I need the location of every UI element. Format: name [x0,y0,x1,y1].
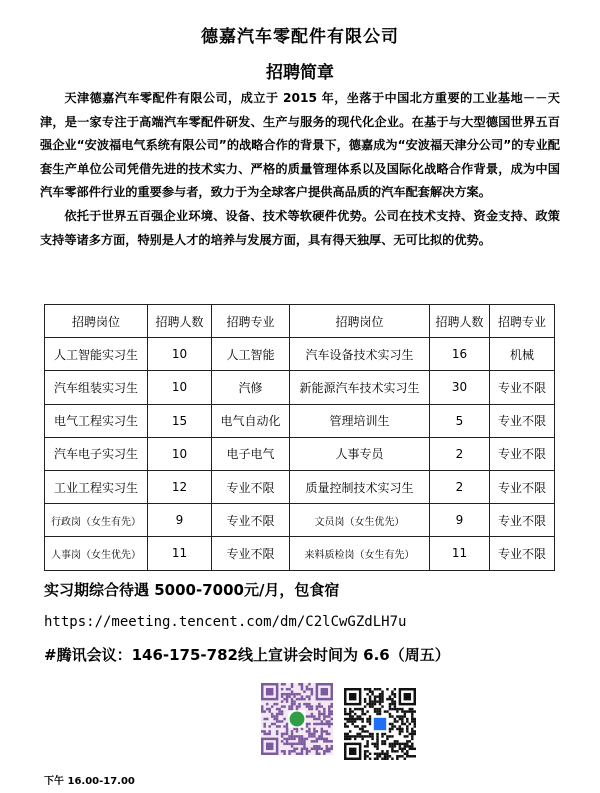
table-header-cell: 招聘岗位 [45,305,148,338]
intro-paragraph-1: 天津德嘉汽车零配件有限公司，成立于 2015 年，坐落于中国北方重要的工业基地－－天津，是一家专注于高端汽车零配件研发、生产与服务的现代化企业。在基于与大型德国世界五百强企业“安波福电气系统有限公司”的战略合作的背景下，德嘉成为“安波福天津分公司”的专业配套生产单位公司凭借先进的技术实力、严格的质量管理体系以及国际化战略合作背景，成为中国汽车零部件行业的重要参与者，致力于为全球客户提供高品质的汽车配套解决方案。 [40,91,560,200]
table-cell: 11 [430,537,490,570]
table-row [45,470,555,503]
table-header-row [45,305,555,338]
table-cell: 人事专员 [290,437,430,470]
table-row [45,404,555,437]
table-cell: 专业不限 [212,537,290,570]
tencent-meeting-qr-code-icon [344,688,416,760]
table-cell: 10 [148,338,212,371]
intro-paragraph-2: 依托于世界五百强企业环境、设备、技术等软硬件优势。公司在技术支持、资金支持、政策支持等诸多方面，特别是人才的培养与发展方面，具有得天独厚、无可比拟的优势。 [40,208,560,247]
table-row [45,504,555,537]
meeting-info: #腾讯会议：146-175-782线上宣讲会时间为 6.6（周五） [44,646,450,664]
table-cell: 行政岗（女生有先） [45,504,148,537]
table-cell: 人事岗（女生优先） [45,537,148,570]
table-cell: 9 [430,504,490,537]
recruitment-table [44,304,555,571]
table-cell: 30 [430,371,490,404]
table-cell: 人工智能实习生 [45,338,148,371]
table-cell: 专业不限 [490,371,555,404]
table-cell: 电气自动化 [212,404,290,437]
table-cell: 质量控制技术实习生 [290,470,430,503]
table-cell: 2 [430,437,490,470]
table-cell: 专业不限 [490,537,555,570]
table-cell: 汽车组装实习生 [45,371,148,404]
table-cell: 汽车设备技术实习生 [290,338,430,371]
table-cell: 专业不限 [490,470,555,503]
table-cell: 2 [430,470,490,503]
table-header-cell: 招聘岗位 [290,305,430,338]
table-cell: 新能源汽车技术实习生 [290,371,430,404]
company-name: 德嘉汽车零配件有限公司 [201,27,399,47]
table-cell: 10 [148,371,212,404]
table-cell: 专业不限 [490,504,555,537]
intro-text [40,87,560,252]
table-cell: 12 [148,470,212,503]
table-row [45,437,555,470]
table-cell: 来料质检岗（女生有先） [290,537,430,570]
table-cell: 专业不限 [490,437,555,470]
table-cell: 专业不限 [212,504,290,537]
table-header-cell: 招聘专业 [490,305,555,338]
table-cell: 专业不限 [212,470,290,503]
table-cell: 工业工程实习生 [45,470,148,503]
wechat-qr-code-icon [261,683,333,755]
table-cell: 管理培训生 [290,404,430,437]
session-time: 下午 16.00-17.00 [44,776,135,787]
table-cell: 电气工程实习生 [45,404,148,437]
table-header-cell: 招聘专业 [212,305,290,338]
salary-info: 实习期综合待遇 5000-7000元/月，包食宿 [44,581,340,599]
table-header-cell: 招聘人数 [148,305,212,338]
meeting-link[interactable]: https://meeting.tencent.com/dm/C2lCwGZdLH7u [44,614,407,630]
table-cell: 11 [148,537,212,570]
table-cell: 5 [430,404,490,437]
table-row [45,537,555,570]
table-cell: 电子电气 [212,437,290,470]
table-cell: 16 [430,338,490,371]
table-row [45,338,555,371]
table-cell: 汽修 [212,371,290,404]
table-cell: 9 [148,504,212,537]
table-cell: 10 [148,437,212,470]
table-cell: 15 [148,404,212,437]
table-cell: 文员岗（女生优先） [290,504,430,537]
table-cell: 汽车电子实习生 [45,437,148,470]
table-header-cell: 招聘人数 [430,305,490,338]
table-cell: 机械 [490,338,555,371]
table-cell: 专业不限 [490,404,555,437]
table-cell: 人工智能 [212,338,290,371]
page-subtitle: 招聘简章 [266,63,334,83]
table-row [45,371,555,404]
